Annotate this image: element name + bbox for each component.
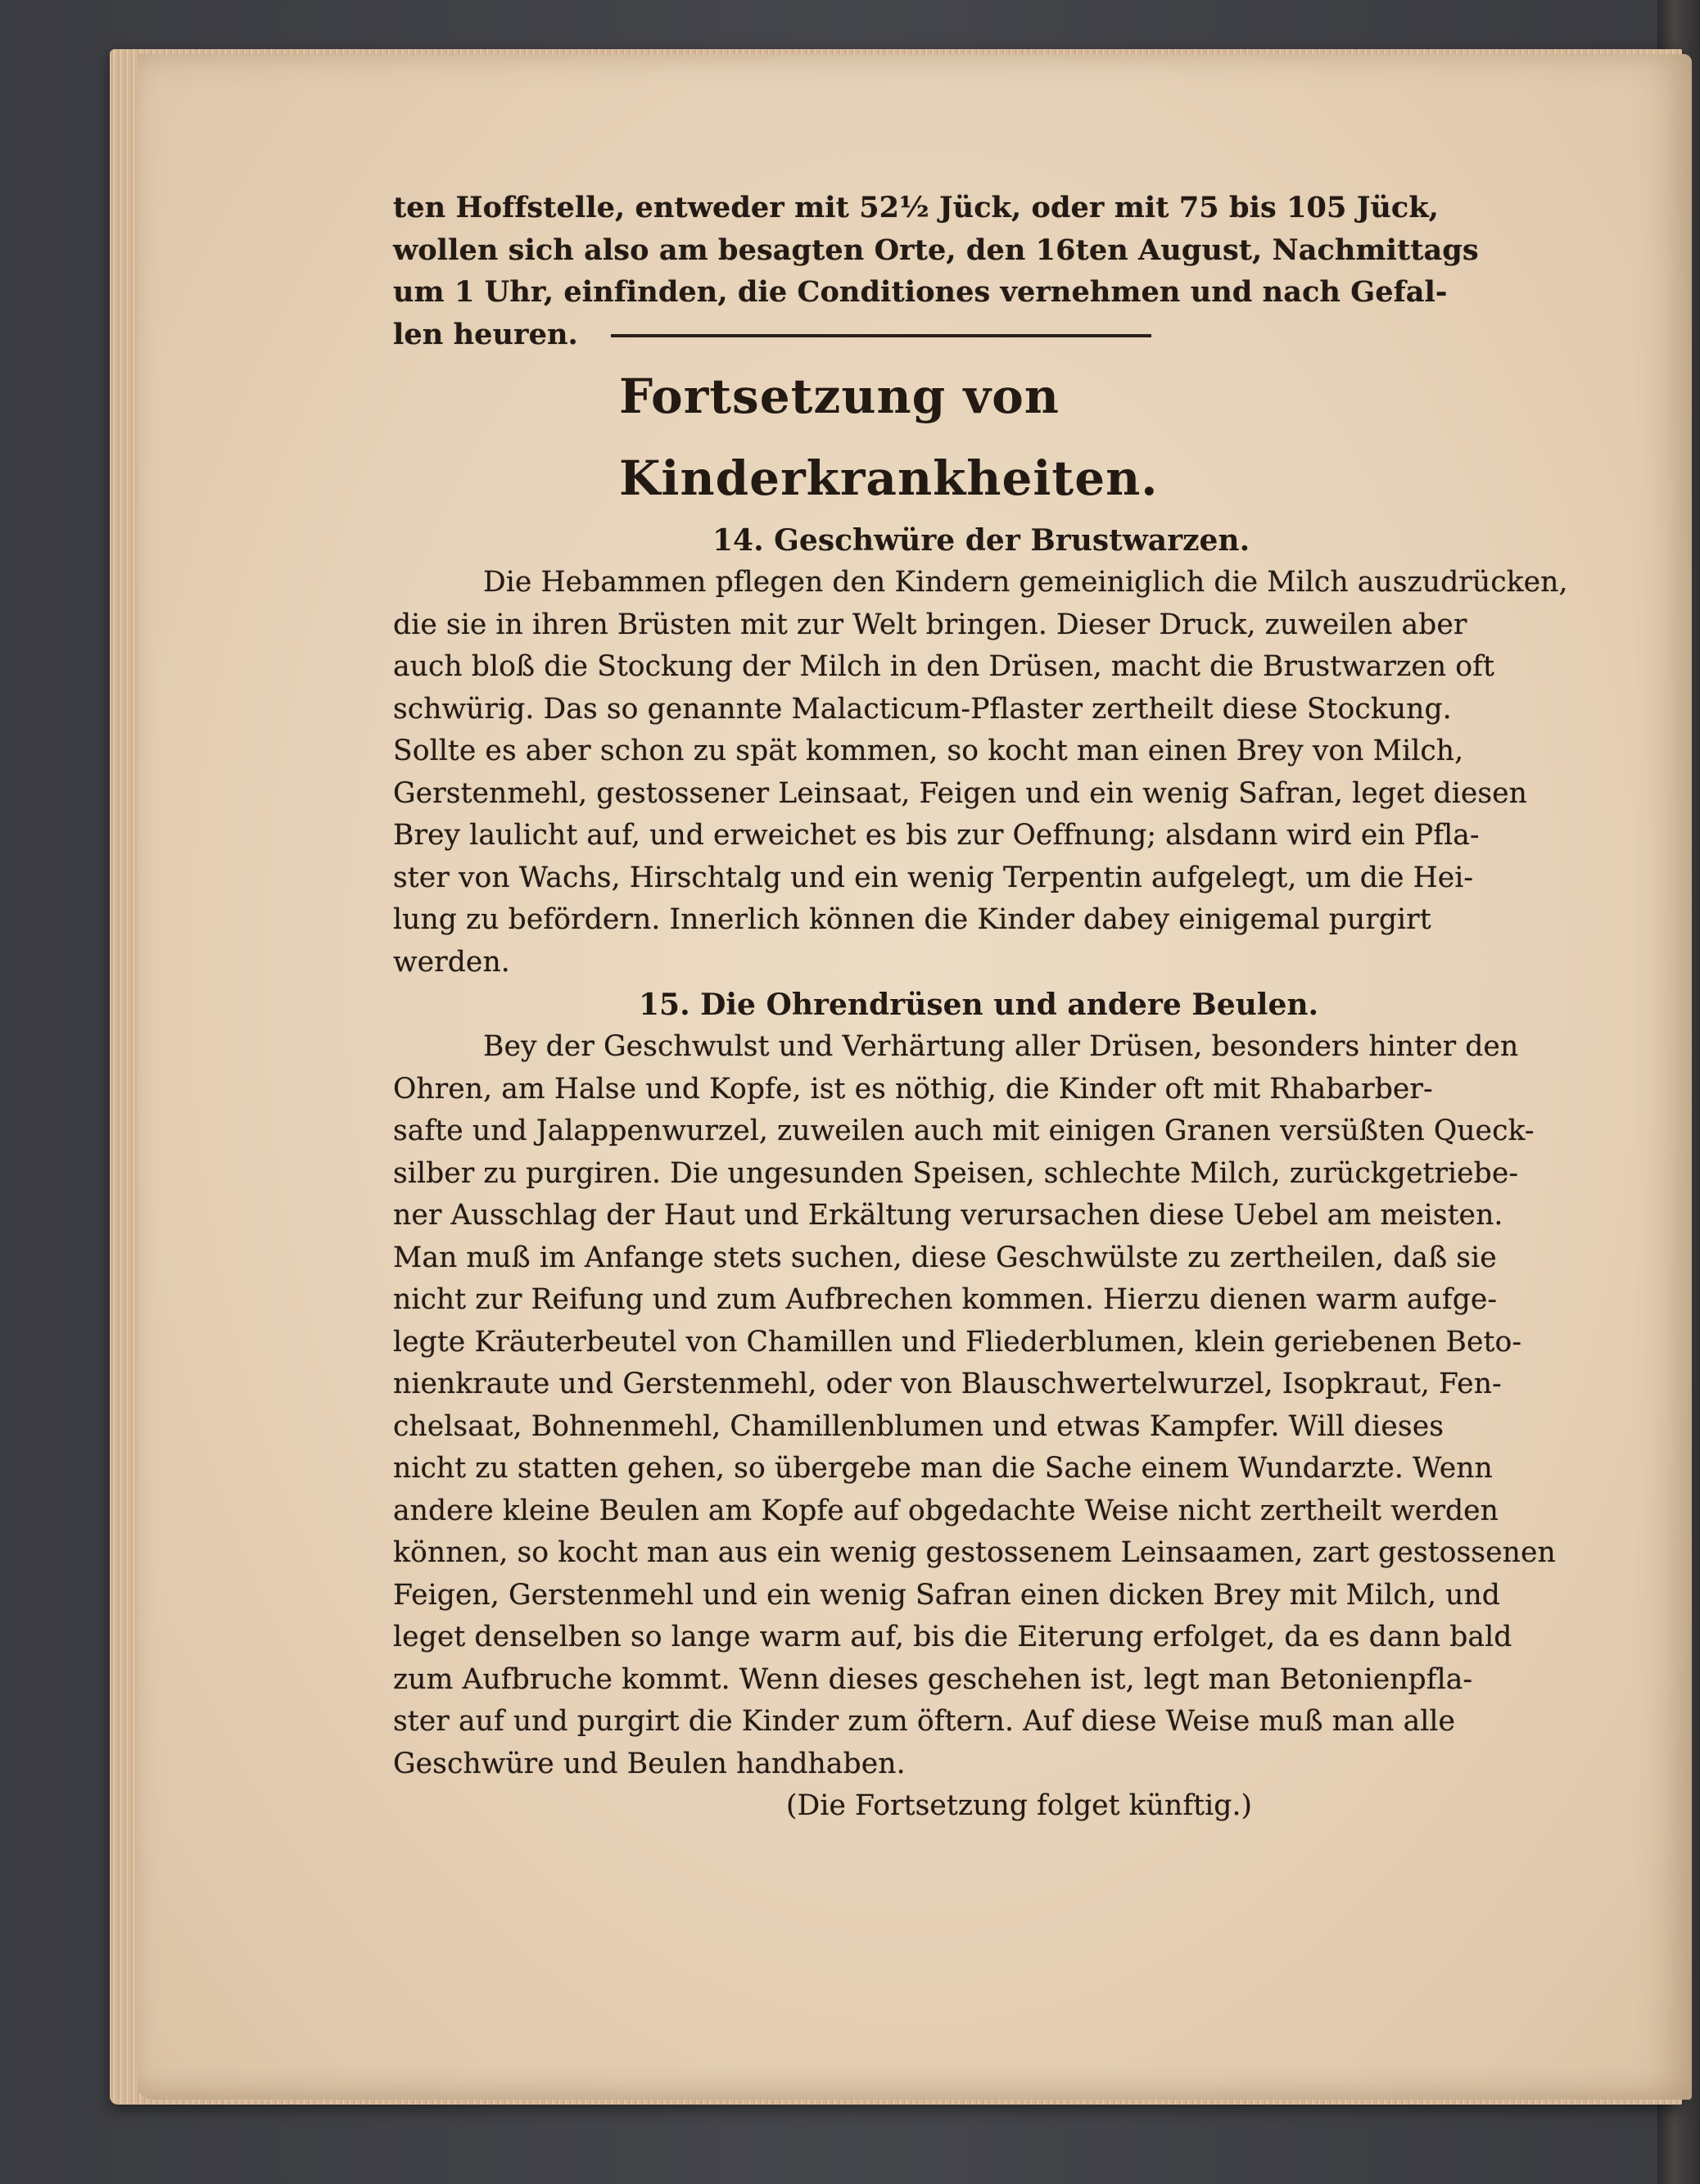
text-line: die sie in ihren Brüsten mit zur Welt bringen. Dieser Druck, zuweilen aber <box>393 608 1467 641</box>
text-line: Feigen, Gerstenmehl und ein wenig Safran einen dicken Brey mit Milch, und <box>393 1578 1500 1612</box>
text-line: um 1 Uhr, einfinden, die Conditiones vernehmen und nach Gefal- <box>393 275 1448 309</box>
text-line: ster von Wachs, Hirschtalg und ein wenig Terpentin aufgelegt, um die Hei- <box>393 861 1474 894</box>
text-line: chelsaat, Bohnenmehl, Chamillenblumen und etwas Kampfer. Will dieses <box>393 1409 1445 1443</box>
text-line: safte und Jalappenwurzel, zuweilen auch mit einigen Granen versüßten Queck- <box>393 1115 1535 1147</box>
page-text <box>393 187 1597 1828</box>
text-line: leget denselben so lange warm auf, bis die Eiterung erfolget, da es dann bald <box>393 1621 1512 1653</box>
text-line: schwürig. Das so genannte Malacticum-Pflaster zertheilt diese Stockung. <box>393 692 1452 726</box>
text-line <box>393 314 1597 356</box>
text-line: Gerstenmehl, gestossener Leinsaat, Feigen und ein wenig Safran, leget diesen <box>393 776 1527 810</box>
text-line: Die Hebammen pflegen den Kindern gemeiniglich die Milch auszudrücken, <box>483 566 1568 599</box>
text-line: silber zu purgiren. Die ungesunden Speisen, schlechte Milch, zurückgetriebe- <box>393 1156 1519 1190</box>
text-line: zum Aufbruche kommt. Wenn dieses geschehen ist, legt man Betonienpfla- <box>393 1662 1473 1696</box>
text-line: Man muß im Anfange stets suchen, diese Geschwülste zu zertheilen, daß sie <box>393 1241 1497 1274</box>
text-line: auch bloß die Stockung der Milch in den Drüsen, macht die Brustwarzen oft <box>393 650 1494 683</box>
text-line: ten Hoffstelle, entweder mit 52½ Jück, oder mit 75 bis 105 Jück, <box>393 191 1439 224</box>
text-line: Ohren, am Halse und Kopfe, ist es nöthig, die Kinder oft mit Rhabarber- <box>393 1072 1433 1106</box>
text-line: nicht zu statten gehen, so übergebe man die Sache einem Wundarzte. Wenn <box>393 1452 1493 1485</box>
text-line: nienkraute und Gerstenmehl, oder von Blauschwertelwurzel, Isopkraut, Fen- <box>393 1368 1502 1400</box>
section-heading: 14. Geschwüre der Brustwarzen. <box>712 523 1250 558</box>
text-line: Bey der Geschwulst und Verhärtung aller Drüsen, besonders hinter den <box>483 1030 1519 1063</box>
section-14 <box>393 519 1597 983</box>
text-line-part: len heuren. <box>393 317 578 351</box>
text-line: werden. <box>393 945 510 979</box>
continuation-note: (Die Fortsetzung folget künftig.) <box>786 1789 1253 1822</box>
text-line: nicht zur Reifung und zum Aufbrechen kommen. Hierzu dienen warm aufge- <box>393 1283 1498 1316</box>
text-line: lung zu befördern. Innerlich können die Kinder dabey einigemal purgirt <box>393 903 1431 936</box>
text-line: Sollte es aber schon zu spät kommen, so kocht man einen Brey von Milch, <box>393 735 1464 767</box>
advertisement-end <box>393 187 1597 355</box>
text-line: Geschwüre und Beulen handhaben. <box>393 1747 906 1780</box>
article-title: Fortsetzung von Kinderkrankheiten. <box>619 369 1159 506</box>
text-line: Brey laulicht auf, und erweichet es bis zur Oeffnung; alsdann wird ein Pfla- <box>393 819 1480 852</box>
text-line: legte Kräuterbeutel von Chamillen und Fliederblumen, klein geriebenen Beto- <box>393 1325 1522 1359</box>
text-line: ner Ausschlag der Haut und Erkältung verursachen diese Uebel am meisten. <box>393 1199 1503 1232</box>
section-heading: 15. Die Ohrendrüsen und andere Beulen. <box>639 988 1319 1022</box>
text-line: ster auf und purgirt die Kinder zum öftern. Auf diese Weise muß man alle <box>393 1705 1456 1738</box>
text-line: wollen sich also am besagten Orte, den 16ten August, Nachmittags <box>393 233 1479 267</box>
text-line: können, so kocht man aus ein wenig gestossenem Leinsaamen, zart gestossenen <box>393 1536 1556 1569</box>
separator-rule <box>611 334 1151 337</box>
text-line: andere kleine Beulen am Kopfe auf obgedachte Weise nicht zertheilt werden <box>393 1494 1499 1527</box>
section-15 <box>393 983 1597 1785</box>
